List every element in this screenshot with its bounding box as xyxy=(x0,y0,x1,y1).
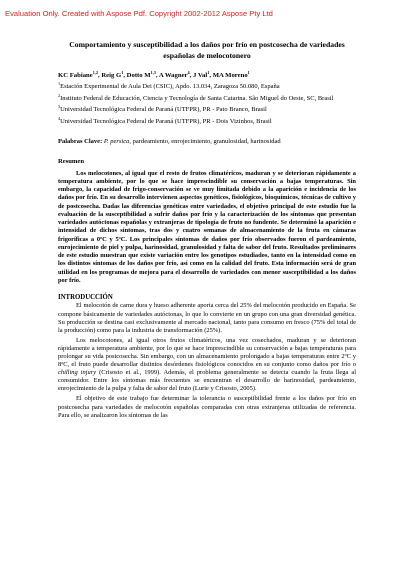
chilling-injury-term: chilling injury xyxy=(58,369,97,377)
paper-title: Comportamiento y susceptibilidad a los daños por frío en postcosecha de variedades españolas de melocotonero xyxy=(69,40,345,60)
intro-paragraph-3: El objetivo de este trabajo fue determinar la tolerancia o susceptibilidad frente a los daños por frío en postcosecha para variedades de melocotón españolas comparadas con otras extranjeras utilizadas de referencia. Para ello, se analizaron los síntomas de las xyxy=(58,395,356,419)
author: Reig $G^1$ xyxy=(101,70,124,80)
author: A Wagner$^4$ xyxy=(158,70,190,80)
author: MA Moreno$^1$ xyxy=(212,70,250,80)
author: J Val$^1$ xyxy=(192,70,210,80)
author-list: KC Fabiane$^{1,2}$, Reig $G^1$, Dotto M$^{1,3}$, A Wagner$^4$, J Val$^1$, MA Moreno$^1$ xyxy=(58,70,250,80)
resumen-text: Los melocotones, al igual que el resto de frutos climatéricos, maduran y se deterioran rápidamente a temperatura ambiente, por lo que se hace imprescindible su conservación a bajas temperaturas. Sin embargo, la capacidad de frigo-conservación se ve muy limitada debido a la aparición e incidencia de los daños por frío. En su desarrollo intervienen aspectos genéticos, fisiológicos, bioquímicos, técnicas de cultivo y de postcosecha. Dadas las diferencias genéticas entre variedades, el objetivo principal de este estudio fue la evaluación de la susceptibilidad a sufrir daños por frío y la caracterización de los síntomas que presentan variedades autóctonas españolas y extranjeras de tipología de fruto no fundente. Se determinó la aparición e intensidad de dichos síntomas, tras dos y cuatro semanas de almacenamiento de la fruta en cámaras frigoríficas a 0ºC y 5ºC. Los principales síntomas de daños por frío observados fueron el pardeamiento, enrojecimiento de piel y pulpa, harinosidad, granulosidad y falta de sabor del fruto. Resultados preliminares de este estudio muestran que existe variación entre los genotipos estudiados, tanto en la intensidad como en los distintos síntomas de los daños por frío, así como en la calidad del fruto. Esta información será de gran utilidad en los programas de mejora para el desarrollo de variedades con menor susceptibilidad a los daños por frío. xyxy=(58,169,356,284)
affiliation: $^2$Instituto Federal de Educación, Ciencia y Tecnología de Santa Catarina. São Miguel do Oeste, SC, Brasil xyxy=(58,92,334,102)
intro-heading: INTRODUCCIÓN xyxy=(58,294,113,302)
affiliation: $^4$Universidad Tecnológica Federal de Paraná (UTFPR), PR - Dois Vizinhos, Brasil xyxy=(58,115,272,125)
affiliation: $^3$Universidad Tecnológica Federal de Paraná (UTFPR), PR - Pato Branco, Brasil xyxy=(58,104,267,114)
intro-paragraph-2: Los melocotones, al igual otros frutos climatéricos, una vez cosechados, maduran y se deterioran rápidamente a temperatura ambiente, por lo que se hace imprescindible su conservación a bajas temperaturas para prolongar su vida postcosecha. Sin embargo, con un almacenamiento prolongado a bajas temperaturas entre 2ºC y 8ºC, el fruto puede desarrollar distintos desórdenes fisiológicos conocidos en su conjunto como daños por frío o chilling injury (Crisosto et al., 1999). Además, el problema generalmente se detecta cuando la fruta llega al consumidor. Entre los síntomas más frecuentes se encuentran el desarrollo de harinosidad, pardeamiento, enrojecimiento de la pulpa y falta de sabor del fruto (Lurie y Crisosto, 2005). xyxy=(58,336,357,393)
keywords-label: Palabras Clave: xyxy=(58,138,103,146)
paper-page xyxy=(58,40,356,420)
author: Dotto M$^{1,3}$ xyxy=(126,70,156,80)
intro-paragraph-1: El melocotón de carne dura y hueso adherente aporta cerca del 25% del melocotón producido en España. Se compone básicamente de variedades autóctonas, lo que lo convierte en un grupo con una gran diversidad genética. Su producción se destina casi exclusivamente al mercado nacional, tanto para consumo en fresco (75% del total de la producción) como para la industria de transformación (25%). xyxy=(58,302,356,334)
keywords-species: P. persica xyxy=(103,138,130,146)
keywords-list: , pardeamiento, enrojecimiento, granulosidad, harinosidad xyxy=(129,138,281,146)
author: KC Fabiane$^{1,2}$ xyxy=(58,70,98,80)
keywords xyxy=(58,138,356,146)
resumen-heading: Resumen xyxy=(58,158,85,166)
watermark-text: Evaluation Only. Created with Aspose Pdf. Copyright 2002-2012 Aspose Pty Ltd xyxy=(5,9,273,18)
affiliation: $^1$Estación Experimental de Aula Dei (CSIC), Apdo. 13.034, Zaragoza 50.080, España xyxy=(58,81,280,91)
